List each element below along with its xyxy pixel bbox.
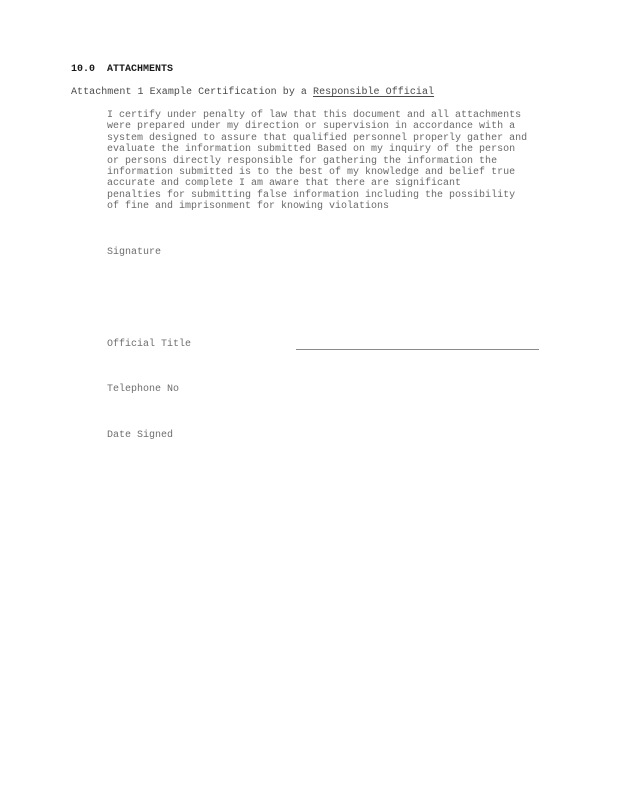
certification-line: information submitted is to the best of my knowledge and belief true — [107, 167, 516, 179]
telephone-label: Telephone No — [107, 384, 180, 395]
certification-line: evaluate the information submitted Based on my inquiry of the person — [107, 144, 516, 156]
attachment-title-prefix: Attachment 1 Example Certification by a — [71, 87, 314, 98]
attachment-title — [71, 87, 434, 98]
date-signed-label: Date Signed — [107, 430, 174, 441]
certification-statement — [107, 110, 547, 213]
signature-label: Signature — [107, 247, 162, 258]
attachment-title-underlined: Responsible Official — [313, 87, 435, 98]
official-title-signature-line — [296, 349, 539, 350]
section-heading — [71, 64, 173, 75]
official-title-label: Official Title — [107, 339, 192, 350]
section-title: ATTACHMENTS — [107, 64, 174, 75]
certification-line: system designed to assure that qualified personnel properly gather and — [107, 132, 528, 144]
certification-line: accurate and complete I am aware that there are significant — [107, 178, 462, 190]
certification-line: I certify under penalty of law that this document and all attachments — [107, 110, 522, 121]
section-number: 10.0 — [71, 64, 96, 75]
certification-line: were prepared under my direction or supervision in accordance with a — [107, 121, 516, 133]
certification-line: of fine and imprisonment for knowing violations — [107, 201, 390, 213]
certification-line: or persons directly responsible for gathering the information the — [107, 155, 498, 167]
certification-line: penalties for submitting false information including the possibility — [107, 189, 516, 201]
